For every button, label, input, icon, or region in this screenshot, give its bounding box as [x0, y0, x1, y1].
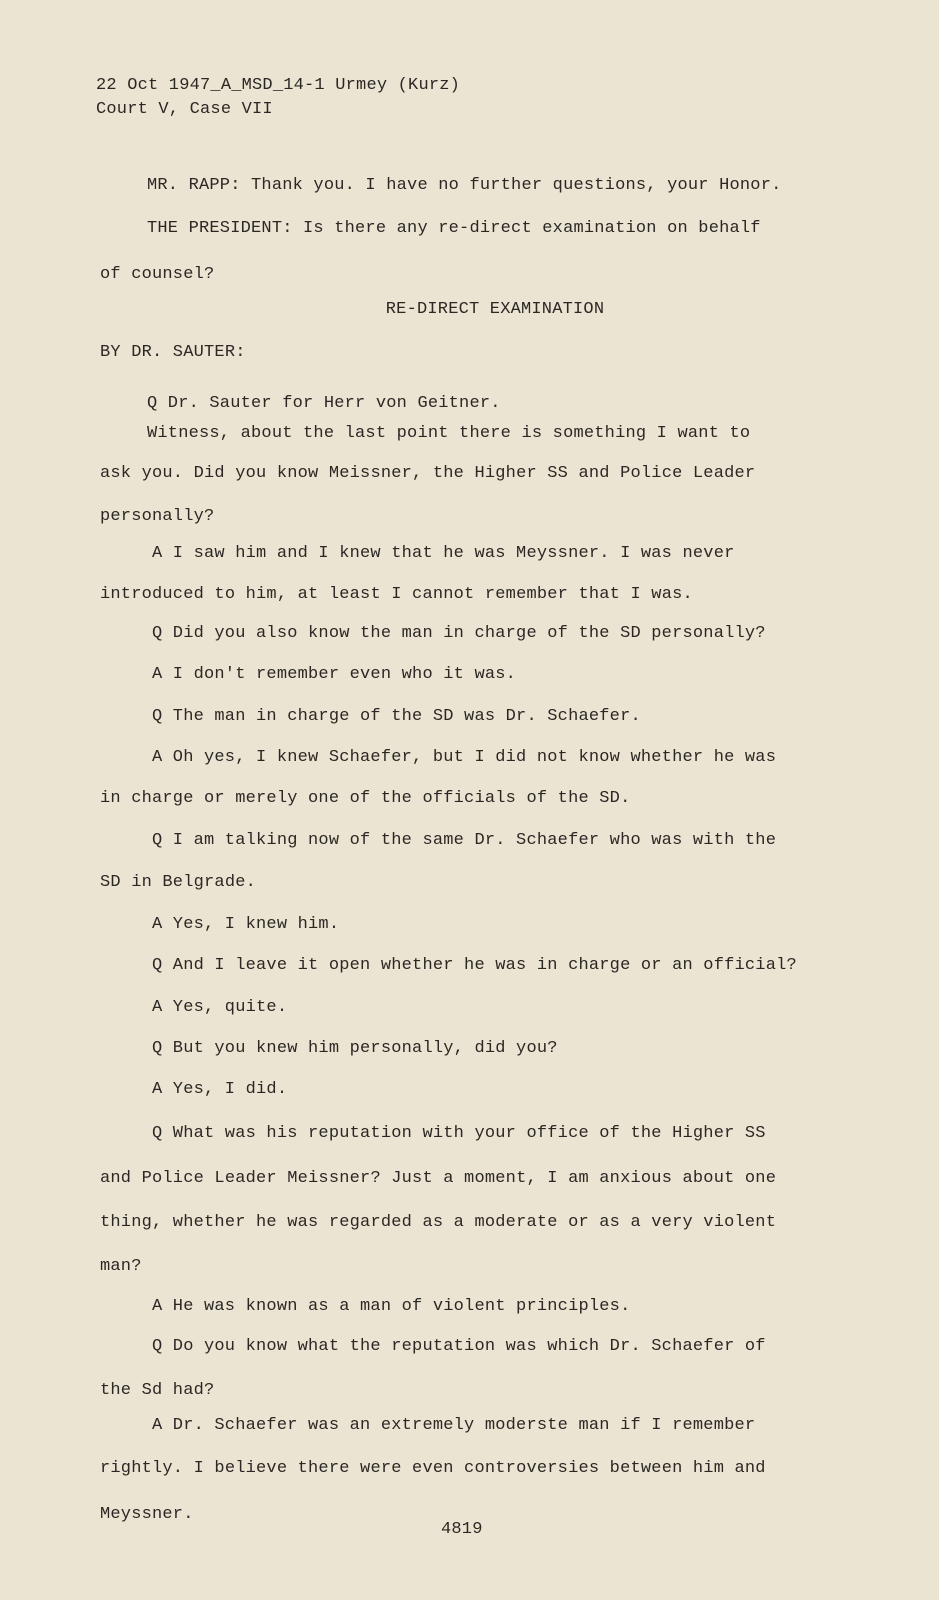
text-line: rightly. I believe there were even controversies between him and [100, 1459, 766, 1478]
text-line: Q But you knew him personally, did you? [152, 1039, 558, 1058]
text-line: MR. RAPP: Thank you. I have no further questions, your Honor. [147, 176, 782, 195]
text-line: Meyssner. [100, 1505, 194, 1524]
text-line: Q What was his reputation with your office of the Higher SS [152, 1124, 766, 1143]
text-line: Q The man in charge of the SD was Dr. Schaefer. [152, 707, 641, 726]
text-line: A I don't remember even who it was. [152, 665, 517, 684]
text-line: A Yes, I did. [152, 1080, 288, 1099]
text-line: SD in Belgrade. [100, 873, 257, 892]
text-line: THE PRESIDENT: Is there any re-direct examination on behalf [147, 219, 761, 238]
text-line: A Yes, quite. [152, 998, 288, 1017]
text-line: thing, whether he was regarded as a moderate or as a very violent [100, 1213, 777, 1232]
text-line: the Sd had? [100, 1381, 215, 1400]
text-line: and Police Leader Meissner? Just a moment, I am anxious about one [100, 1169, 777, 1188]
text-line: ask you. Did you know Meissner, the Higher SS and Police Leader [100, 464, 756, 483]
text-line: Q Dr. Sauter for Herr von Geitner. [147, 394, 501, 413]
header-line-2: Court V, Case VII [96, 100, 273, 119]
text-line: A I saw him and I knew that he was Meyssner. I was never [152, 544, 735, 563]
text-line: A Oh yes, I knew Schaefer, but I did not know whether he was [152, 748, 777, 767]
text-line: Q And I leave it open whether he was in charge or an official? [152, 956, 797, 975]
text-line: A He was known as a man of violent principles. [152, 1297, 631, 1316]
text-line: BY DR. SAUTER: [100, 343, 246, 362]
text-line: Q I am talking now of the same Dr. Schaefer who was with the [152, 831, 777, 850]
text-line: A Dr. Schaefer was an extremely moderste man if I remember [152, 1416, 756, 1435]
text-line: personally? [100, 507, 215, 526]
text-line: of counsel? [100, 265, 215, 284]
text-line: in charge or merely one of the officials of the SD. [100, 789, 631, 808]
text-line: Q Do you know what the reputation was which Dr. Schaefer of [152, 1337, 766, 1356]
text-line: introduced to him, at least I cannot remember that I was. [100, 585, 693, 604]
text-line: man? [100, 1257, 142, 1276]
page-number: 4819 [441, 1520, 483, 1539]
section-heading: RE-DIRECT EXAMINATION [385, 300, 605, 319]
text-line: A Yes, I knew him. [152, 915, 340, 934]
text-line: Q Did you also know the man in charge of the SD personally? [152, 624, 766, 643]
header-line-1: 22 Oct 1947_A_MSD_14-1 Urmey (Kurz) [96, 76, 461, 95]
text-line: Witness, about the last point there is something I want to [147, 424, 751, 443]
